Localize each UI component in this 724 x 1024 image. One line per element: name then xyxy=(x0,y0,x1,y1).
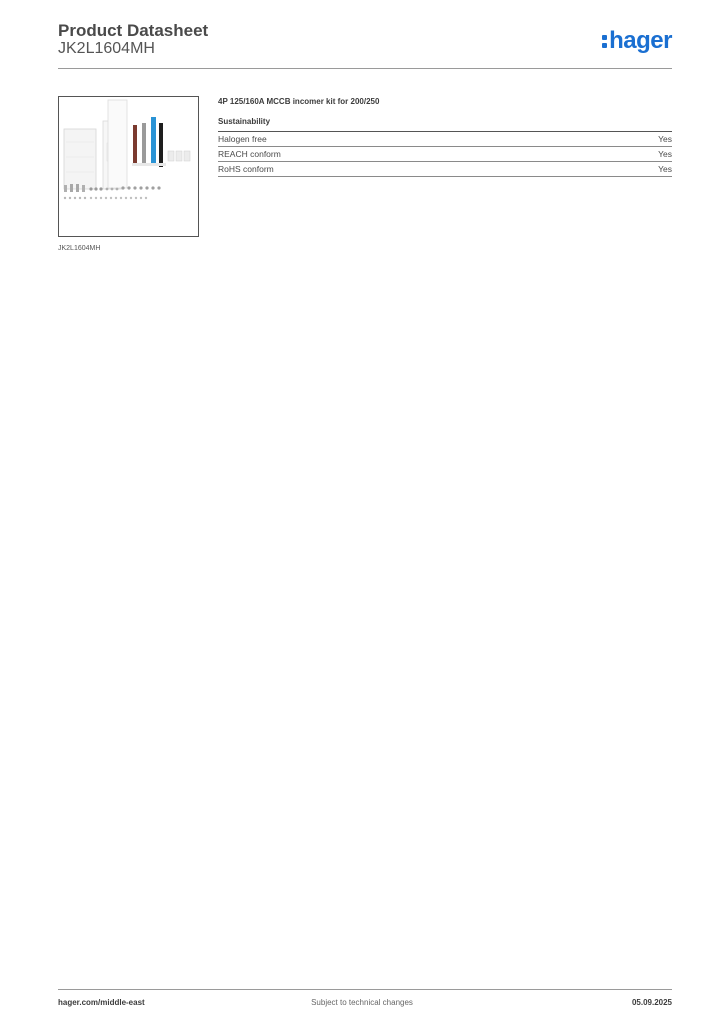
hager-logo xyxy=(602,28,672,54)
row-value: Yes xyxy=(658,149,672,159)
section-title-sustainability: Sustainability xyxy=(218,117,271,126)
page-title: Product Datasheet xyxy=(58,21,209,40)
row-value: Yes xyxy=(658,134,672,144)
table-row xyxy=(218,162,672,177)
product-code-heading: JK2L1604MH xyxy=(58,40,155,57)
product-name: 4P 125/160A MCCB incomer kit for 200/250 xyxy=(218,97,380,106)
table-row xyxy=(218,132,672,147)
footer-notice: Subject to technical changes xyxy=(311,998,413,1007)
logo-dots-icon xyxy=(602,35,607,48)
product-image xyxy=(58,96,199,237)
footer-website: hager.com/middle-east xyxy=(58,998,145,1007)
product-kit-illustration xyxy=(59,97,198,236)
footer-date: 05.09.2025 xyxy=(631,998,672,1007)
footer-divider xyxy=(58,989,672,990)
image-caption: JK2L1604MH xyxy=(58,245,101,252)
row-label: RoHS conform xyxy=(218,164,274,174)
row-label: REACH conform xyxy=(218,149,281,159)
header-divider xyxy=(58,68,672,69)
row-label: Halogen free xyxy=(218,134,267,144)
table-row xyxy=(218,147,672,162)
sustainability-table xyxy=(218,131,672,177)
row-value: Yes xyxy=(658,164,672,174)
logo-wordmark: hager xyxy=(609,27,672,54)
